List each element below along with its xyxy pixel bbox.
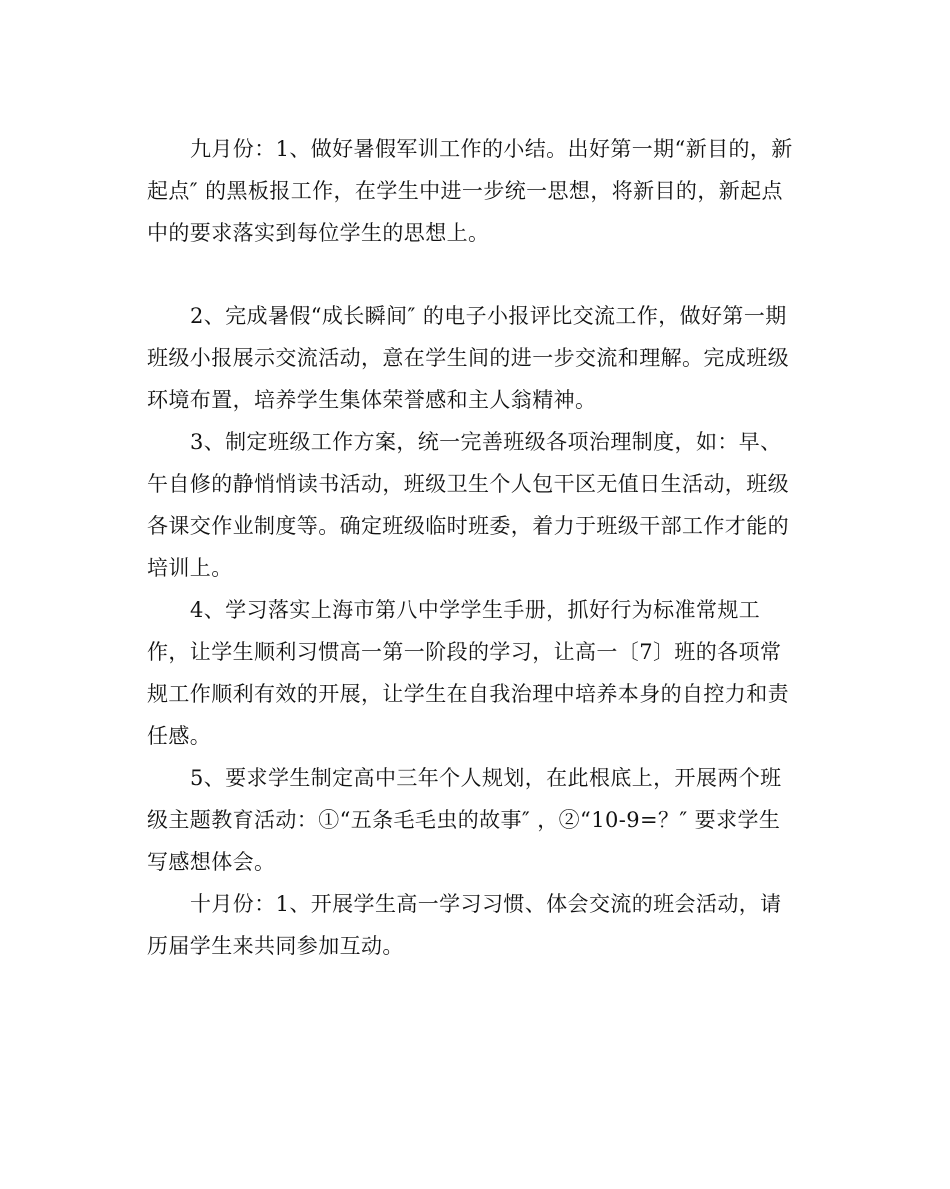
paragraph-line: 级主题教育活动：①“五条毛毛虫的故事″ ，②“10-9=？″ 要求学生	[147, 808, 781, 832]
paragraph-line: 九月份：1、做好暑假军训工作的小结。出好第一期“新目的，新	[190, 137, 793, 161]
paragraph-line: 4、学习落实上海市第八中学学生手册，抓好行为标准常规工	[190, 598, 761, 622]
paragraph-line: 环境布置，培养学生集体荣誉感和主人翁精神。	[147, 388, 597, 412]
paragraph-line: 培训上。	[147, 556, 233, 580]
paragraph-line: 3、制定班级工作方案，统一完善班级各项治理制度，如：早、	[190, 430, 782, 454]
paragraph-line: 十月份：1、开展学生高一学习习惯、体会交流的班会活动，请	[190, 892, 782, 916]
paragraph-line: 各课交作业制度等。确定班级临时班委，着力于班级干部工作才能的	[147, 514, 789, 538]
paragraph-line: 规工作顺利有效的开展，让学生在自我治理中培养本身的自控力和责	[147, 682, 789, 706]
paragraph-line: 中的要求落实到每位学生的思想上。	[147, 221, 490, 245]
paragraph-line: 5、要求学生制定高中三年个人规划，在此根底上，开展两个班	[190, 766, 782, 790]
paragraph-line: 起点″ 的黑板报工作，在学生中进一步统一思想，将新目的，新起点	[147, 179, 783, 203]
paragraph-line: 作，让学生顺利习惯高一第一阶段的学习，让高一〔7〕班的各项常	[147, 640, 782, 664]
paragraph-line: 班级小报展示交流活动，意在学生间的进一步交流和理解。完成班级	[147, 346, 789, 370]
paragraph-line: 午自修的静悄悄读书活动，班级卫生个人包干区无值日生活动，班级	[147, 472, 789, 496]
paragraph-line: 写感想体会。	[147, 850, 276, 874]
paragraph-line: 2、完成暑假“成长瞬间″ 的电子小报评比交流工作，做好第一期	[190, 304, 787, 328]
paragraph-line: 任感。	[147, 724, 212, 748]
paragraph-line: 历届学生来共同参加互动。	[147, 934, 404, 958]
